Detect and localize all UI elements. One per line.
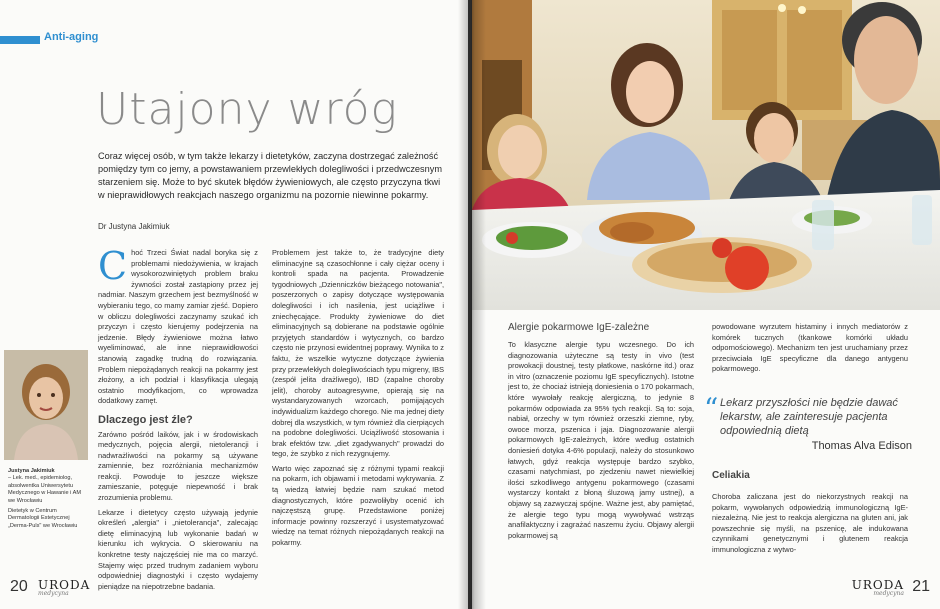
paragraph: Choroba zaliczana jest do niekorzystnych reakcji na pokarm, wywołanych odpowiedzią immunologiczną IgE-niezależną. Nie jest to reakcja alergiczna na gluten ani, jak powszechnie się myśli, na pszenicę, ale indukowana czynnikami genetycznymi i glutenem reakcja immunologiczna z wytwo- <box>712 492 908 554</box>
section-label: Anti-aging <box>44 31 99 43</box>
quote-text: Lekarz przyszłości nie będzie dawać lekarstw, ale zainteresuje pacjenta odpowiednią dietą <box>720 397 898 437</box>
paragraph: Zarówno pośród laików, jak i w środowiskach medycznych, pojęcia alergii, nietolerancji i nadwrażliwości na pokarmy są używane zamiennie, bez rozróżniania mechanizmów reakcji. Powoduje to jeszcze większe zamieszanie, potęguje niepewność i brak zrozumienia problemu. <box>98 429 258 503</box>
paragraph: Lekarze i dietetycy często używają jedynie określeń „alergia" i „nietolerancja", zalecając dietę eliminacyjną lub wykonanie badań w kierunku ich wykrycia. O skierowaniu na konkretne testy najczęściej nie ma co marzyć. Stajemy więc przed trudnym zadaniem wyboru odpowiedniej diagnostyki i często wydajemy pieniądze na niepotrzebne badania. <box>98 507 258 591</box>
author-portrait <box>4 350 88 460</box>
paragraph <box>98 244 258 407</box>
article-lead: Coraz więcej osób, w tym także lekarzy i dietetyków, zaczyna dostrzegać zależność pomiędzy tym co jemy, a powstawaniem przewlekłych dolegliwości i przedwczesnym starzeniem się. Może to być skutek błędów żywieniowych, ale często przyczyna tkwi w nieprawidłowych reakcjach naszego organizmu na pozornie niewinne pokarmy. <box>98 151 442 200</box>
logo-text: URODA <box>38 578 91 592</box>
left-page <box>0 0 468 609</box>
article-author: Dr Justyna Jakimiuk <box>98 222 170 231</box>
drop-cap: C <box>98 244 128 288</box>
family-dinner-photo <box>472 0 940 310</box>
bio-text: – Lek. med., epidemiolog, absolwentka Uniwersytetu Medycznego w Hawanie i AM we Wrocławiu <box>8 475 82 504</box>
right-page <box>472 0 940 609</box>
bio-text-2: Dietetyk w Centrum Dermatologii Estetycznej „Derma-Puls" we Wrocławiu <box>8 508 78 529</box>
bio-name: Justyna Jakimiuk <box>8 468 55 474</box>
photo-illustration <box>472 0 940 310</box>
page-number: 21 <box>912 578 930 595</box>
text-column-4 <box>712 322 908 379</box>
pull-quote <box>704 392 912 452</box>
logo-subtext: medycyna <box>873 590 904 597</box>
paragraph: Problemem jest także to, że tradycyjne diety eliminacyjne są czasochłonne i cały ciężar oceny i kontroli spada na pacjenta. Prowadzenie tygodniowych „Dzienniczków bieżącego notowania", poszerzonych o zapisy dotyczące występowania dolegliwości i ich nasilenia, jest uciążliwe i zniechęcające. Produkty żywieniowe do diet eliminacyjnych są dobierane na podstawie ogólnie przyjętych standardów i wytycznych, co bardzo często nie przynosi ewidentnej poprawy. Wynika to z faktu, że wszelkie wytyczne dotyczące żywienia przy przewlekłych dolegliwościach typu migreny, IBS (zespół jelita drażliwego), IBD (zapalne choroby jelit), choroby autoagresywne, opierają się na wystandaryzowanych wzorcach, pomijających indywidualizm każdego chorego. Nie ma jednej diety dobrej dla wszystkich, w tym również dla cierpiących na podobne dolegliwości. Uciążliwość stosowania i brak efektów tzw. „diet zgadywanych" prowadzi do tego, że szybko z nich rezygnujemy. <box>272 248 444 459</box>
paragraph-text: hoć Trzeci Świat nadal boryka się z problemami niedożywienia, w krajach wysokorozwiniętych problem braku żywności został zastąpiony przez jej nadmiar. Naszym grzechem jest bezmyślność w wybieraniu tego, co mamy zamiar zjeść. Dopiero w obliczu dolegliwości zaczynamy szukać ich przyczyn i często kierujemy podejrzenia na jedzenie. Błędy żywieniowe można łatwo wyeliminować, ale inne nieprawidłowości stanowią zagadkę trudną do rozwiązania. Problem niepożądanych reakcji na pokarmy jest złożony, a ich podział i klasyfikacja ulegają ostatnio modyfikacjom, co wprowadza dodatkowy zamęt. <box>98 248 258 406</box>
subheading: Dlaczego jest źle? <box>98 413 193 426</box>
logo-subtext: medycyna <box>38 590 69 597</box>
section-heading-ige: Alergie pokarmowe IgE-zależne <box>508 322 650 333</box>
paragraph: Warto więc zapoznać się z różnymi typami reakcji na pokarm, ich objawami i metodami wykrywania. Z tą wiedzą łatwiej będzie nam szukać metod diagnostycznych, które pozwoliłyby ocenić ich najczęstszą grupę. Przedstawione poniżej informacje powinny rozszerzyć i usystematyzować wiedzę na temat różnych niepożądanych reakcji na pokarmy. <box>272 463 444 548</box>
article-title: Utajony wróg <box>96 84 398 135</box>
author-bio <box>8 468 88 530</box>
quote-author: Thomas Alva Edison <box>811 440 912 452</box>
quote-mark-icon: “ <box>704 392 719 425</box>
section-heading-celiakia: Celiakia <box>712 470 750 481</box>
logo-text: URODA <box>851 578 904 592</box>
text-column-1 <box>98 244 258 596</box>
magazine-logo <box>852 578 904 597</box>
text-column-2 <box>272 248 444 553</box>
magazine-logo <box>38 578 90 597</box>
section-bar <box>0 36 40 44</box>
text-column-5 <box>712 492 908 560</box>
page-number: 20 <box>10 578 28 595</box>
portrait-illustration <box>4 350 88 460</box>
paragraph: To klasyczne alergie typu wczesnego. Do ich diagnozowania użyteczne są testy in vivo (test prowokacji doustnej, testy płatkowe, naskórne itd.) oraz in vitro (oznaczenie poziomu IgE specyficznych). Istotne jest to, że chociaż istnieją doniesienia o 170 pokarmach, które wywołały reakcję alergiczną, to jedynie 8 pokarmów odpowiada za 95% tych reakcji. Są to: soja, nabiał, orzechy w tym również orzeszki ziemne, ryby, owoce morza, pszenica i jaja. Diagnozowanie alergii pokarmowych IgE-zależnych, które według ostatnich doniesień dotyka 4-6% populacji, należy do stosunkowo łatwych, gdyż reakcja występuje bardzo szybko, czasami natychmiast, po zjedzeniu nawet niewielkiej ilości szkodliwego antygenu pokarmowego (czasami wystarczy kontakt z błoną śluzową jamy ustnej), a objawy są zazwyczaj spójne. Ważne jest, aby pamiętać, że alergie tego typu mogą wywoływać wstrząs anafilaktyczny i zagrażać naszemu życiu. Objawy alergii pokarmowej są <box>508 340 694 540</box>
paragraph: powodowane wyrzutem histaminy i innych mediatorów z komórek tucznych (tkankowe komórki układu odpornościowego). Mechanizm ten jest uruchamiany przez przeciwciała IgE specyficzne dla danego antygenu pokarmowego. <box>712 322 908 374</box>
text-column-3 <box>508 340 694 545</box>
